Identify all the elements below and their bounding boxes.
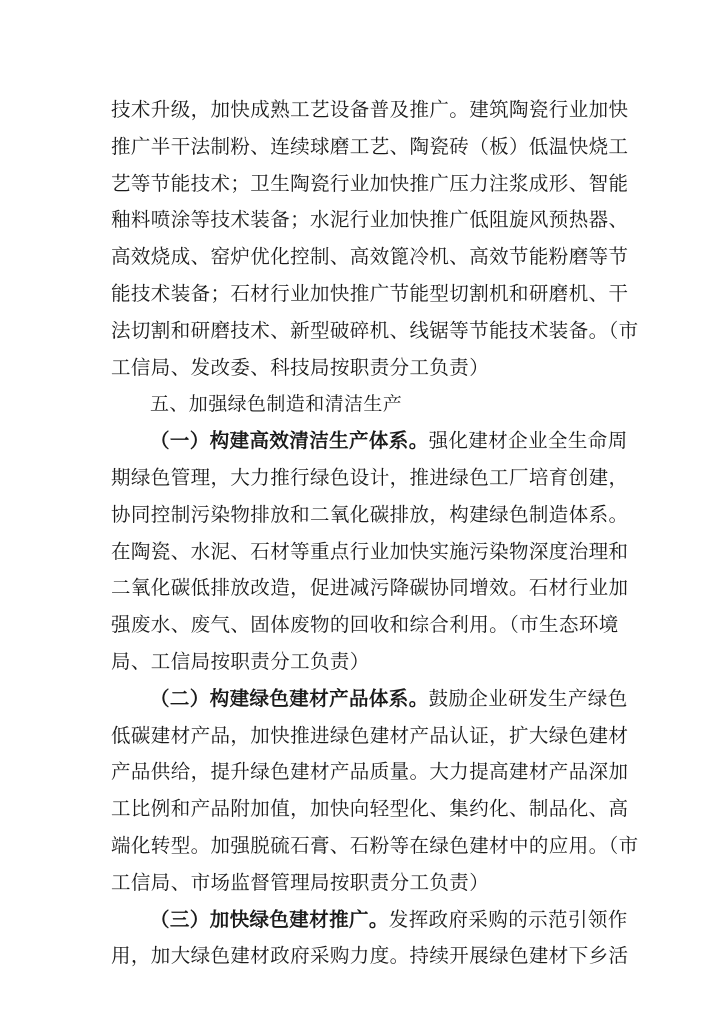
paragraph-first-line	[111, 681, 628, 718]
text-line: 协同控制污染物排放和二氧化碳排放，构建绿色制造体系。	[111, 502, 629, 526]
paragraph-title: （一）构建高效清洁生产体系。	[150, 429, 429, 453]
paragraph-text: 发挥政府采购的示范引领作	[388, 907, 628, 931]
text-line: 推广半干法制粉、连续球磨工艺、陶瓷砖（板）低温快烧工	[111, 134, 629, 158]
text-line: 低碳建材产品，加快推进绿色建材产品认证，扩大绿色建材	[111, 723, 629, 747]
text-line: 期绿色管理，大力推行绿色设计，推进绿色工厂培育创建，	[111, 465, 629, 489]
text-line: 法切割和研磨技术、新型破碎机、线锯等节能技术装备。（市	[111, 318, 639, 342]
text-line: 强废水、废气、固体废物的回收和综合利用。（市生态环境	[111, 613, 619, 637]
text-line: 艺等节能技术；卫生陶瓷行业加快推广压力注浆成形、智能	[111, 171, 629, 195]
section-heading: 五、加强绿色制造和清洁生产	[150, 393, 403, 416]
text-line: 技术升级，加快成熟工艺设备普及推广。建筑陶瓷行业加快	[111, 98, 629, 121]
paragraph-first-line	[111, 902, 628, 939]
text-line: 釉料喷涂等技术装备；水泥行业加快推广低阻旋风预热器、	[111, 208, 629, 232]
text-line: 能技术装备；石材行业加快推广节能型切割机和研磨机、干	[111, 281, 629, 305]
document-body	[111, 92, 639, 975]
paragraph-text: 强化建材企业全生命周	[428, 429, 628, 453]
text-line: 工比例和产品附加值，加快向轻型化、集约化、制品化、高	[111, 797, 629, 821]
text-line: 工信局、市场监督管理局按职责分工负责）	[111, 870, 490, 894]
text-line: 端化转型。加强脱硫石膏、石粉等在绿色建材中的应用。（市	[111, 833, 639, 857]
text-line: 高效烧成、窑炉优化控制、高效篦冷机、高效节能粉磨等节	[111, 245, 629, 269]
text-line: 局、工信局按职责分工负责）	[111, 649, 370, 673]
text-line: 用，加大绿色建材政府采购力度。持续开展绿色建材下乡活	[111, 944, 629, 968]
paragraph-title: （二）构建绿色建材产品体系。	[150, 686, 429, 710]
text-line: 二氧化碳低排放改造，促进减污降碳协同增效。石材行业加	[111, 576, 629, 600]
paragraph-title: （三）加快绿色建材推广。	[150, 907, 389, 931]
text-line: 产品供给，提升绿色建材产品质量。大力提高建材产品深加	[111, 760, 629, 784]
paragraph-text: 鼓励企业研发生产绿色	[428, 686, 628, 710]
text-line: 在陶瓷、水泥、石材等重点行业加快实施污染物深度治理和	[111, 539, 629, 563]
paragraph-first-line	[111, 423, 628, 460]
text-line: 工信局、发改委、科技局按职责分工负责）	[111, 355, 490, 379]
